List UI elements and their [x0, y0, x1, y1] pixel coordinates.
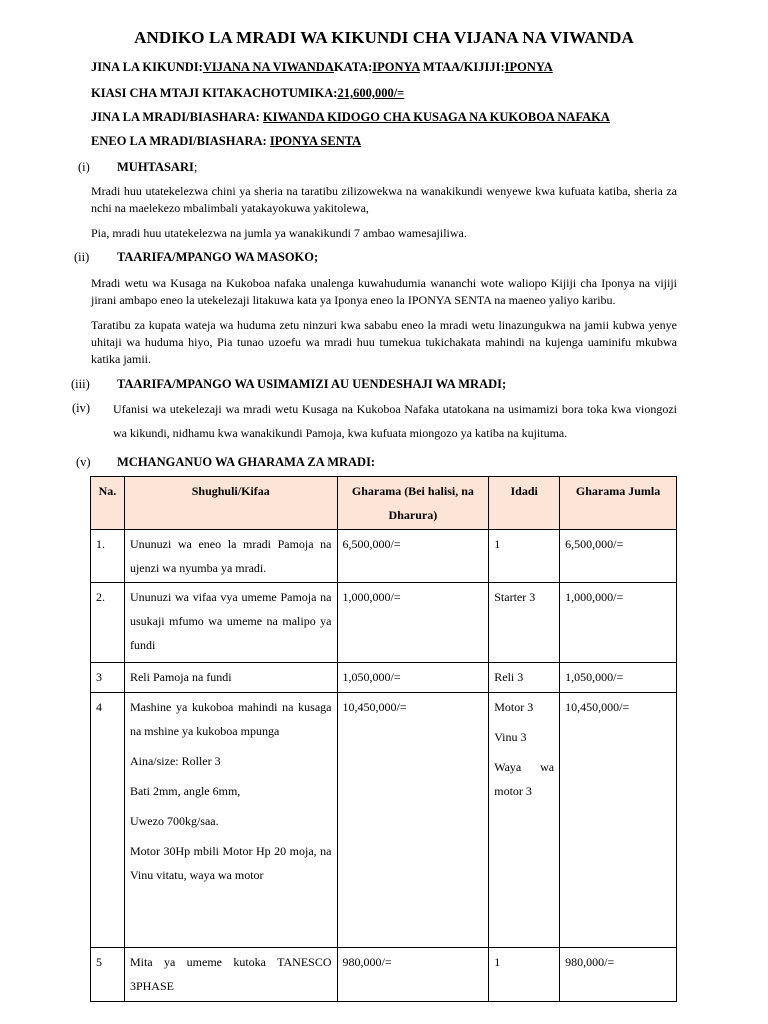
row-item: Mita ya umeme kutoka TANESCO 3PHASE — [124, 948, 337, 1002]
group-name-value: VIJANA NA VIWANDA — [202, 60, 334, 74]
header-total: Gharama Jumla — [560, 477, 677, 530]
section-iv-number: (iv) — [72, 401, 91, 415]
item-line: Bati 2mm, angle 6mm, — [129, 784, 241, 798]
row-qty: Starter 3 — [489, 583, 560, 663]
qty-line: Vinu 3 — [494, 730, 527, 744]
row-total: 10,450,000/= — [560, 693, 677, 948]
item-line: Mashine ya kukoboa mahindi na kusaga na mshine ya kukoboa mpunga — [129, 700, 332, 738]
row-cost: 10,450,000/= — [337, 693, 489, 948]
project-location-value: IPONYA SENTA — [269, 134, 362, 148]
row-total: 6,500,000/= — [560, 530, 677, 583]
capital-value: 21,600,000/= — [337, 86, 405, 100]
row-cost: 1,050,000/= — [337, 663, 489, 693]
header-qty: Idadi — [489, 477, 560, 530]
row-cost: 980,000/= — [337, 948, 489, 1002]
item-line: Motor 30Hp mbili Motor Hp 20 moja, na Vinu vitatu, waya wa motor — [129, 844, 332, 882]
section-number: (iii) — [71, 377, 90, 391]
section-number: (ii) — [74, 250, 90, 264]
section-management-heading — [71, 377, 691, 395]
qty-line: Waya wa motor 3 — [494, 760, 555, 798]
document-title: ANDIKO LA MRADI WA KIKUNDI CHA VIJANA NA VIWANDA — [134, 28, 634, 47]
row-cost: 6,500,000/= — [337, 530, 489, 583]
summary-paragraph-1: Mradi huu utatekelezwa chini ya sheria na taratibu zilizowekwa na wanakikundi wenyewe kwa kufuata katiba, sheria za nchi na maelekezo mbalimbali yatakayokuwa yakitolewa, — [91, 184, 677, 215]
row-number: 2. — [91, 583, 125, 663]
row-number: 1. — [91, 530, 125, 583]
marketing-paragraph-2: Taratibu za kupata wateja wa huduma zetu ninzuri kwa sababu eneo la mradi wetu linazungukwa na jamii kubwa yenye uhitaji wa huduma hiyo, Pia tunao uzoefu wa mradi huu tumekua tukichakata mahindi na kujenga uaminifu mkubwa katika jamii. — [91, 318, 677, 366]
row-cost: 1,000,000/= — [337, 583, 489, 663]
row-qty: 1 — [489, 530, 560, 583]
project-name-line — [91, 110, 610, 125]
kata-value: IPONYA — [372, 60, 420, 74]
item-line: Aina/size: Roller 3 — [129, 754, 221, 768]
row-qty: Reli 3 — [489, 663, 560, 693]
row-total: 1,000,000/= — [560, 583, 677, 663]
section-marketing-heading — [74, 250, 674, 268]
table-row — [91, 530, 677, 583]
capital-line — [91, 86, 404, 101]
row-qty — [489, 693, 560, 948]
section-title: MUHTASARI; — [117, 160, 198, 174]
header-no: Na. — [91, 477, 125, 530]
row-item — [124, 693, 337, 948]
row-number: 5 — [91, 948, 125, 1002]
section-number: (v) — [76, 455, 91, 469]
section-title: MCHANGANUO WA GHARAMA ZA MRADI: — [117, 455, 376, 469]
table-row — [91, 948, 677, 1002]
row-item: Ununuzi wa eneo la mradi Pamoja na ujenzi wa nyumba ya mradi. — [124, 530, 337, 583]
table-row — [91, 583, 677, 663]
row-total: 980,000/= — [560, 948, 677, 1002]
project-name-label: JINA LA MRADI/BIASHARA: — [91, 110, 263, 124]
capital-label: KIASI CHA MTAJI KITAKACHOTUMIKA: — [91, 86, 338, 100]
table-row — [91, 693, 677, 948]
management-paragraph: Ufanisi wa utekelezaji wa mradi wetu Kusaga na Kukoboa Nafaka utatokana na usimamizi bora toka kwa viongozi wa kikundi, nidhamu kwa wanakikundi Pamoja, kwa kufuata miongozo ya katiba na kujituma. — [113, 402, 677, 440]
table-row — [91, 663, 677, 693]
kata-label: KATA: — [333, 60, 373, 74]
mtaa-label: MTAA/KIJIJI: — [419, 60, 505, 74]
section-summary-heading — [78, 160, 678, 178]
section-title: TAARIFA/MPANGO WA MASOKO; — [117, 250, 319, 264]
qty-line: Motor 3 — [494, 700, 534, 714]
project-location-label: ENEO LA MRADI/BIASHARA: — [91, 134, 270, 148]
summary-paragraph-2: Pia, mradi huu utatekelezwa na jumla ya wanakikundi 7 ambao wamesajiliwa. — [91, 226, 467, 240]
project-location-line — [91, 134, 361, 149]
marketing-paragraph-1: Mradi wetu wa Kusaga na Kukoboa nafaka unalenga kuwahudumia wananchi wote waliopo Kijiji cha Iponya na vijiji jirani ambapo eneo la utekelezaji litakuwa kata ya Iponya eneo la IPONYA SENTA na maeneo yaliyo karibu. — [91, 276, 677, 307]
header-cost: Gharama (Bei halisi, na Dharura) — [337, 477, 489, 530]
row-item: Reli Pamoja na fundi — [124, 663, 337, 693]
item-line: Uwezo 700kg/saa. — [129, 814, 219, 828]
row-qty: 1 — [489, 948, 560, 1002]
group-name-label: JINA LA KIKUNDI: — [91, 60, 203, 74]
mtaa-value: IPONYA — [504, 60, 553, 74]
table-header-row — [91, 477, 677, 530]
section-number: (i) — [78, 160, 90, 174]
cost-breakdown-table — [90, 476, 677, 1002]
project-name-value: KIWANDA KIDOGO CHA KUSAGA NA KUKOBOA NAFAKA — [262, 110, 610, 124]
row-number: 3 — [91, 663, 125, 693]
group-info-line — [91, 60, 553, 75]
section-title: TAARIFA/MPANGO WA USIMAMIZI AU UENDESHAJI WA MRADI; — [117, 377, 507, 391]
header-item: Shughuli/Kifaa — [124, 477, 337, 530]
row-number: 4 — [91, 693, 125, 948]
row-item: Ununuzi wa vifaa vya umeme Pamoja na usukaji mfumo wa umeme na malipo ya fundi — [124, 583, 337, 663]
row-total: 1,050,000/= — [560, 663, 677, 693]
section-costs-heading — [76, 455, 676, 473]
